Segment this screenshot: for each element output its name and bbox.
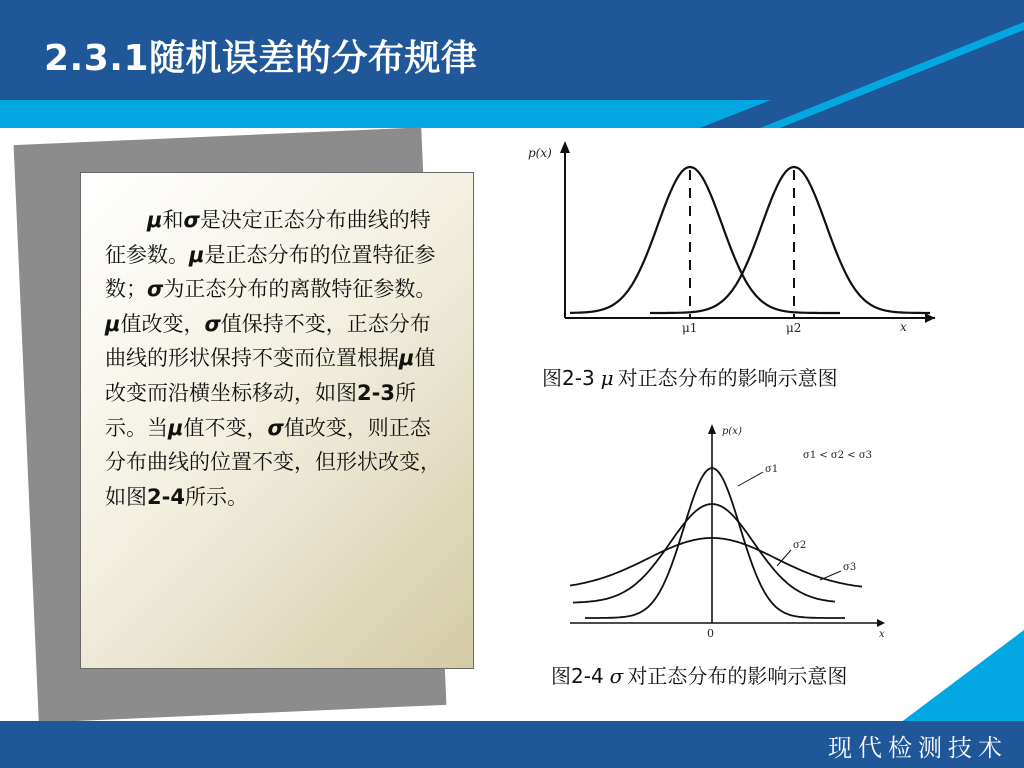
mu-symbol: μ bbox=[399, 346, 415, 371]
y-axis-label: p(x) bbox=[528, 146, 552, 160]
text-run: 所示。 bbox=[184, 484, 248, 509]
sigma1-leader bbox=[738, 472, 763, 486]
mu-symbol: μ bbox=[600, 366, 614, 390]
figure-2-3-plot bbox=[510, 135, 940, 345]
sigma-relation: σ1 < σ2 < σ3 bbox=[803, 450, 873, 461]
text-run: 为正态分布的离散特征参数。 bbox=[163, 277, 437, 302]
card-paragraph bbox=[105, 203, 451, 514]
figure-2-4 bbox=[545, 418, 895, 643]
caption-prefix: 图2-3 bbox=[542, 366, 595, 390]
sigma3-curve bbox=[570, 538, 862, 587]
text-run: 值保持不变，正态分布曲线的形状保持不变而位置根据 bbox=[105, 311, 431, 371]
caption-prefix: 图2-4 bbox=[551, 664, 604, 688]
mu-symbol: μ bbox=[189, 242, 205, 267]
mu1-label: μ1 bbox=[682, 321, 698, 335]
x-axis-label: x bbox=[879, 629, 885, 640]
text-card bbox=[80, 172, 474, 669]
caption-text: 对正态分布的影响示意图 bbox=[617, 366, 838, 390]
mu-symbol: μ bbox=[168, 415, 184, 440]
figure-2-4-plot bbox=[545, 418, 895, 643]
x-axis-label: x bbox=[900, 320, 907, 334]
text-run: 值不变， bbox=[183, 415, 268, 440]
footer-text: 现代检测技术 bbox=[828, 734, 1008, 762]
mu-symbol: μ bbox=[147, 208, 163, 232]
sigma3-label: σ3 bbox=[843, 562, 857, 573]
figure-2-3-caption bbox=[542, 362, 838, 391]
mu-symbol: μ bbox=[105, 311, 121, 336]
text-run: 是决定正态分布曲线的特征参数。 bbox=[105, 208, 431, 267]
sigma-symbol: σ bbox=[183, 208, 200, 232]
sigma3-leader bbox=[820, 571, 841, 580]
text-run: 是正态分布的位置特征参数； bbox=[105, 242, 436, 302]
page-title: 2.3.1随机误差的分布规律 bbox=[44, 38, 478, 79]
sigma2-curve bbox=[573, 504, 835, 603]
text-run: 值改变而沿横坐标移动，如图 bbox=[105, 346, 436, 405]
origin-label: 0 bbox=[707, 627, 714, 640]
mu1-curve bbox=[570, 167, 840, 313]
sigma-symbol: σ bbox=[267, 415, 284, 440]
mu2-curve bbox=[650, 167, 930, 313]
text-run: 值改变，则正态分布曲线的位置不变，但形状改变，如图 bbox=[105, 415, 441, 509]
sigma-symbol: σ bbox=[204, 311, 221, 336]
sigma-symbol: σ bbox=[609, 664, 624, 688]
figure-2-3 bbox=[510, 135, 940, 345]
y-axis-label: p(x) bbox=[722, 426, 742, 437]
sigma-symbol: σ bbox=[147, 277, 164, 302]
caption-text: 对正态分布的影响示意图 bbox=[627, 664, 848, 688]
figure-ref: 2-3 bbox=[357, 380, 395, 405]
text-run: 所示。当 bbox=[105, 380, 416, 440]
figure-2-4-caption bbox=[551, 660, 847, 689]
mu2-label: μ2 bbox=[786, 321, 802, 335]
sigma2-label: σ2 bbox=[793, 540, 807, 551]
figure-ref: 2-4 bbox=[147, 484, 185, 509]
text-run: 和 bbox=[162, 208, 184, 232]
text-run: 值改变， bbox=[120, 311, 205, 336]
sigma2-leader bbox=[777, 550, 791, 566]
sigma1-label: σ1 bbox=[765, 464, 779, 475]
